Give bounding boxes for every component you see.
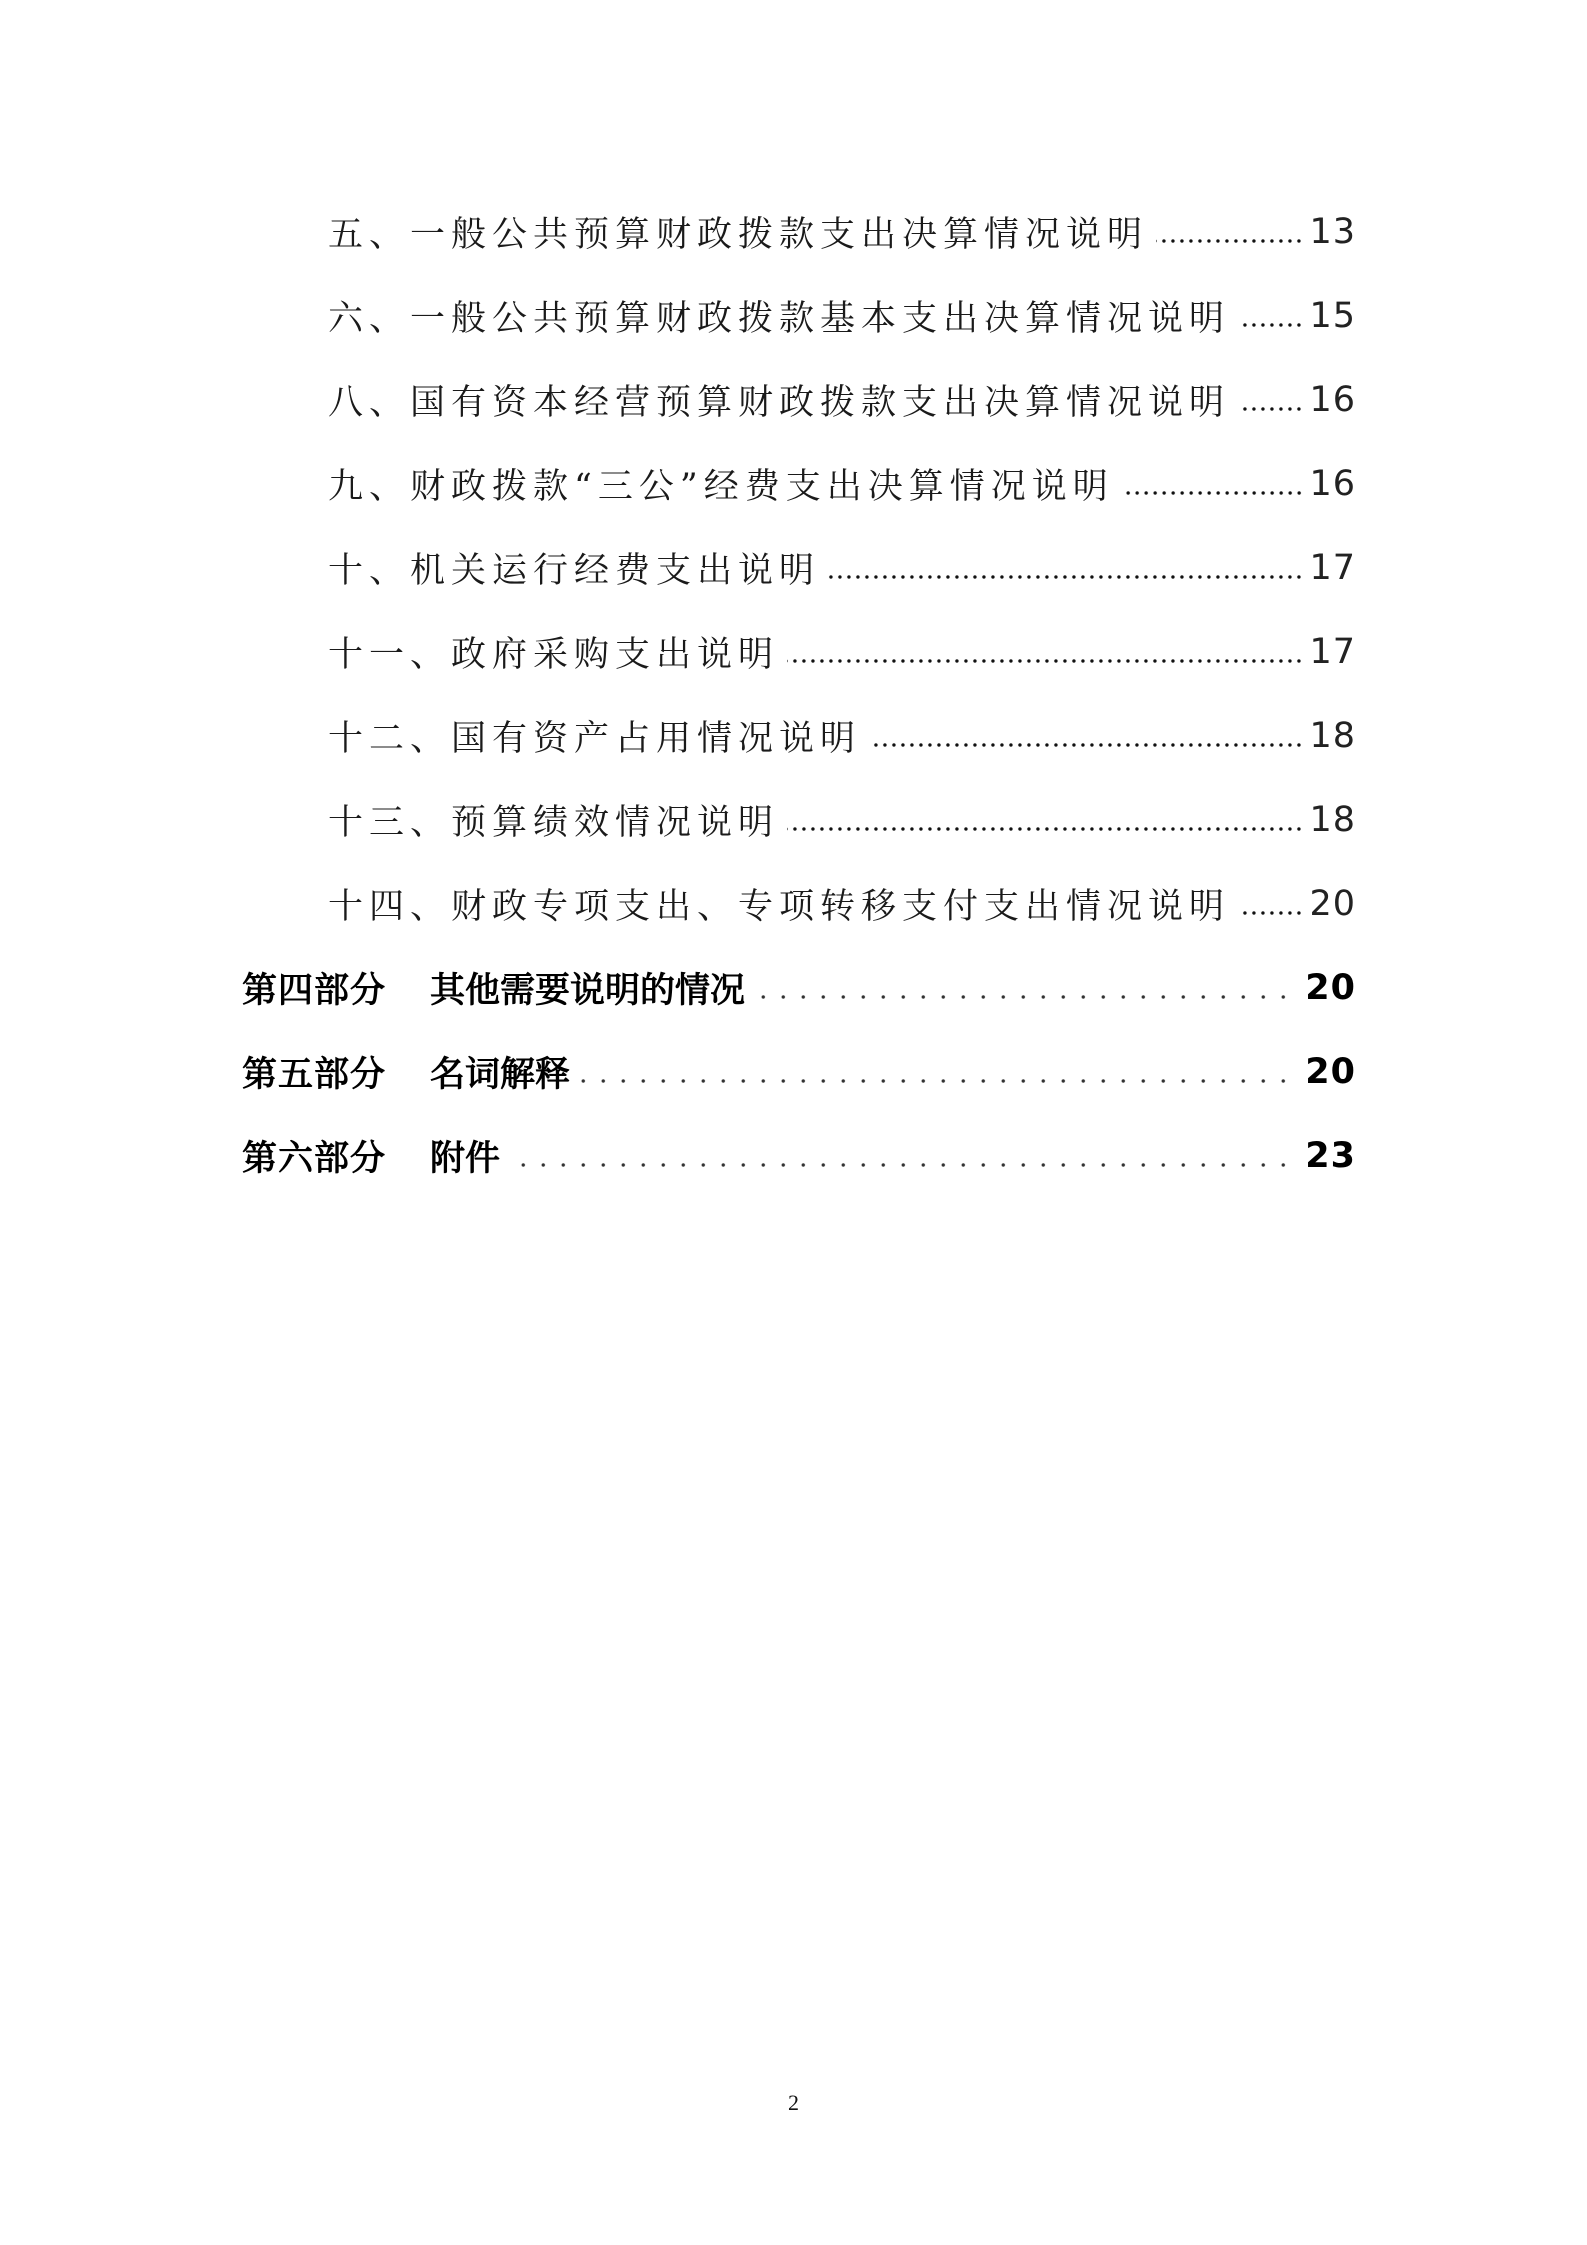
toc-entry-label: 十三、预算绩效情况说明 xyxy=(328,803,780,843)
toc-dot-leader xyxy=(1156,239,1303,243)
toc-dot-leader xyxy=(787,659,1303,663)
toc-entry-page: 20 xyxy=(1309,884,1356,924)
toc-entry-10[interactable] xyxy=(328,538,1356,598)
toc-part-label: 名词解释 xyxy=(430,1055,571,1095)
toc-entry-9[interactable] xyxy=(328,454,1356,514)
toc-entry-14[interactable] xyxy=(328,874,1356,934)
toc-dot-leader xyxy=(510,1163,1293,1167)
toc-entry-label: 八、国有资本经营预算财政拨款支出决算情况说明 xyxy=(328,383,1231,423)
toc-dot-leader xyxy=(580,1079,1293,1083)
toc-part-page: 20 xyxy=(1305,1052,1356,1092)
toc-entry-12[interactable] xyxy=(328,706,1356,766)
toc-entry-page: 17 xyxy=(1309,632,1356,672)
toc-dot-leader xyxy=(787,827,1303,831)
toc-dot-leader xyxy=(1238,407,1303,411)
toc-part-page: 23 xyxy=(1305,1136,1356,1176)
toc-part-4[interactable] xyxy=(242,958,1356,1018)
toc-entry-page: 15 xyxy=(1309,296,1356,336)
toc-entry-13[interactable] xyxy=(328,790,1356,850)
toc-part-label: 其他需要说明的情况 xyxy=(430,971,746,1011)
toc-entry-label: 五、一般公共预算财政拨款支出决算情况说明 xyxy=(328,215,1149,255)
toc-entry-8[interactable] xyxy=(328,370,1356,430)
toc-part-number: 第五部分 xyxy=(242,1055,387,1095)
toc-part-5[interactable] xyxy=(242,1042,1356,1102)
toc-entry-page: 17 xyxy=(1309,548,1356,588)
toc-entry-label: 十一、政府采购支出说明 xyxy=(328,635,780,675)
toc-entry-11[interactable] xyxy=(328,622,1356,682)
toc-dot-leader xyxy=(1238,323,1303,327)
toc-entry-label: 九、财政拨款“三公”经费支出决算情况说明 xyxy=(328,467,1114,507)
toc-entry-label: 六、一般公共预算财政拨款基本支出决算情况说明 xyxy=(328,299,1231,339)
toc-entry-page: 16 xyxy=(1309,464,1356,504)
toc-entry-label: 十、机关运行经费支出说明 xyxy=(328,551,821,591)
toc-entry-label: 十二、国有资产占用情况说明 xyxy=(328,719,862,759)
toc-dot-leader xyxy=(1122,491,1304,495)
toc-dot-leader xyxy=(755,995,1293,999)
toc-entry-page: 18 xyxy=(1309,800,1356,840)
toc-part-6[interactable] xyxy=(242,1126,1356,1186)
toc-part-number: 第四部分 xyxy=(242,971,387,1011)
toc-entry-page: 13 xyxy=(1309,212,1356,252)
toc-dot-leader xyxy=(828,575,1303,579)
toc-entry-6[interactable] xyxy=(328,286,1356,346)
toc-entry-label: 十四、财政专项支出、专项转移支付支出情况说明 xyxy=(328,887,1231,927)
toc-entry-page: 18 xyxy=(1309,716,1356,756)
page-number: 2 xyxy=(788,2090,799,2115)
toc-dot-leader xyxy=(869,743,1303,747)
toc-part-page: 20 xyxy=(1305,968,1356,1008)
toc-dot-leader xyxy=(1238,911,1303,915)
toc-entry-5[interactable] xyxy=(328,202,1356,262)
toc-part-label: 附件 xyxy=(430,1139,501,1179)
toc-entry-page: 16 xyxy=(1309,380,1356,420)
toc-part-number: 第六部分 xyxy=(242,1139,387,1179)
